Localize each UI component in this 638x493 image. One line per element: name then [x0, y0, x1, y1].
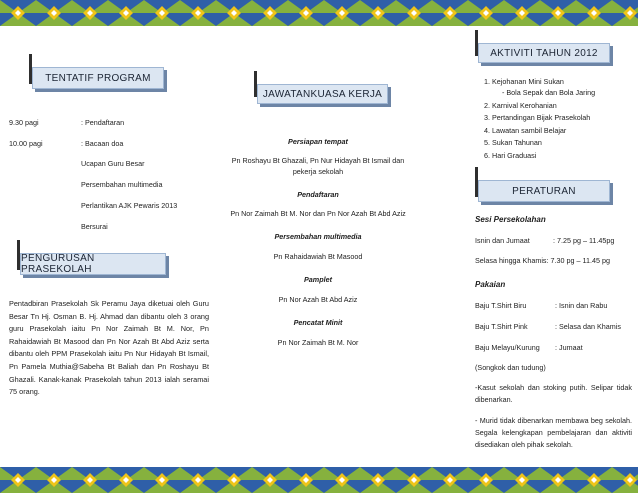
- activity-item: [492, 125, 634, 136]
- activity-text: Pertandingan Bijak Prasekolah: [492, 113, 591, 123]
- pengurusan-title: PENGURUSAN PRASEKOLAH: [21, 253, 95, 275]
- schedule-row: [9, 200, 219, 211]
- schedule-activity: : Bacaan doa: [81, 139, 124, 148]
- pakaian-days: : Jumaat: [555, 343, 583, 352]
- schedule-activity: Bersurai: [81, 222, 108, 231]
- rule-text: -Kasut sekolah dan stoking putih. Selipar tidak dibenarkan.: [475, 383, 632, 404]
- committee-title: Pamplet: [304, 275, 332, 284]
- activity-item: [492, 150, 634, 161]
- pakaian-row: [475, 321, 632, 332]
- peraturan-content: [475, 214, 632, 451]
- pakaian-days: : Selasa dan Khamis: [555, 322, 621, 331]
- committee-group: [226, 189, 410, 219]
- committee-names: Pn Rahaidawiah Bt Masood: [273, 252, 363, 261]
- activity-text: Karnival Kerohanian: [492, 100, 557, 110]
- committee-names: Pn Nor Azah Bt Abd Aziz: [278, 295, 358, 304]
- pakaian-row: [475, 342, 632, 353]
- sesi-row: [475, 255, 632, 266]
- committee-group: [226, 274, 410, 305]
- sesi-time: : 7.25 pg – 11.45pg: [553, 236, 615, 245]
- tentatif-schedule: [9, 117, 219, 232]
- activity-subitem: - Bola Sepak dan Bola Jaring: [502, 88, 596, 97]
- schedule-time: [9, 221, 81, 232]
- committee-title: Pencatat Minit: [293, 318, 343, 327]
- sesi-day: Selasa hingga Khamis: [475, 256, 547, 265]
- schedule-time: 10.00 pagi: [9, 139, 43, 148]
- schedule-activity: Persembahan multimedia: [81, 180, 163, 189]
- sesi-row: [475, 235, 632, 246]
- committee-group: [226, 231, 410, 262]
- schedule-row: [9, 158, 219, 169]
- pakaian-row: [475, 300, 632, 311]
- committee-group: [226, 136, 410, 177]
- schedule-time: [9, 179, 81, 190]
- schedule-row: [9, 221, 219, 232]
- committee-group: [226, 317, 410, 348]
- schedule-time: [9, 200, 81, 211]
- activity-text: Sukan Tahunan: [492, 138, 542, 148]
- activity-item: [492, 100, 634, 111]
- sesi-title: Sesi Persekolahan: [475, 215, 546, 224]
- decorative-border-bottom: [0, 467, 638, 493]
- schedule-activity: : Pendaftaran: [81, 118, 125, 127]
- decorative-border-top: [0, 0, 638, 26]
- jawatankuasa-list: [226, 136, 410, 348]
- activity-item: [492, 112, 634, 123]
- committee-title: Persembahan multimedia: [274, 232, 362, 241]
- schedule-activity: Ucapan Guru Besar: [81, 159, 145, 168]
- committee-title: Pendaftaran: [297, 190, 339, 199]
- rule-text: - Murid tidak dibenarkan membawa beg sekolah. Segala kelengkapan pembelajaran dan aktiviti disediakan oleh pihak sekolah.: [475, 416, 632, 449]
- schedule-row: [9, 138, 219, 149]
- pakaian-item: Baju T.Shirt Biru: [475, 301, 527, 310]
- jawatankuasa-title: JAWATANKUASA KERJA: [262, 88, 383, 100]
- pakaian-item: Baju T.Shirt Pink: [475, 322, 528, 331]
- pakaian-note: (Songkok dan tudung): [475, 363, 546, 372]
- pakaian-item: Baju Melayu/Kurung: [475, 343, 540, 352]
- activity-text: Kejohanan Mini Sukan: [492, 77, 564, 86]
- tentatif-title: TENTATIF PROGRAM: [45, 72, 151, 84]
- aktiviti-list: [476, 76, 634, 163]
- committee-title: Persiapan tempat: [288, 137, 348, 146]
- aktiviti-header: [478, 43, 610, 63]
- jawatankuasa-header: [257, 84, 388, 104]
- schedule-row: [9, 117, 219, 128]
- peraturan-header: [478, 180, 610, 202]
- committee-names: Pn Nor Zaimah Bt M. Nor dan Pn Nor Azah Bt Abd Aziz: [230, 209, 406, 218]
- pakaian-days: : Isnin dan Rabu: [555, 301, 608, 310]
- aktiviti-title: AKTIVITI TAHUN 2012: [490, 47, 598, 59]
- schedule-time: 9.30 pagi: [9, 118, 39, 127]
- committee-names: Pn Roshayu Bt Ghazali, Pn Nur Hidayah Bt Ismail dan pekerja sekolah: [231, 156, 405, 176]
- peraturan-title: PERATURAN: [512, 185, 576, 197]
- schedule-row: [9, 179, 219, 190]
- schedule-time: [9, 158, 81, 169]
- activity-text: Hari Graduasi: [492, 150, 537, 160]
- activity-text: Lawatan sambil Belajar: [492, 125, 567, 135]
- pakaian-title: Pakaian: [475, 280, 506, 289]
- sesi-time: : 7.30 pg – 11.45 pg: [546, 256, 610, 265]
- pengurusan-header: [20, 253, 166, 275]
- tentatif-header: [32, 67, 164, 89]
- sesi-day: Isnin dan Jumaat: [475, 236, 530, 245]
- activity-item: [492, 76, 634, 98]
- activity-item: [492, 137, 634, 148]
- committee-names: Pn Nor Zaimah Bt M. Nor: [277, 338, 359, 347]
- schedule-activity: Perlantikan AJK Pewaris 2013: [81, 201, 178, 210]
- pengurusan-text: Pentadbiran Prasekolah Sk Peramu Jaya diketuai oleh Guru Besar Tn Hj. Osman B. Hj. Ahmad dan dibantu oleh 3 orang guru Prasekolah iaitu Pn Nor Zaimah Bt M. Nor, Pn Rahaidawiah Bt Masood dan Pn Nor Azah Bt Abd Aziz serta dibantu oleh PPM Prasekolah iaitu Pn Nur Hidayah Bt Ismail, Pn Pamela Muthia@Sabeha Bt Baliah dan Pn Roshayu Bt Ghazali. Kanak-kanak Prasekolah tahun 2013 ialah seramai 75 orang.: [9, 299, 209, 397]
